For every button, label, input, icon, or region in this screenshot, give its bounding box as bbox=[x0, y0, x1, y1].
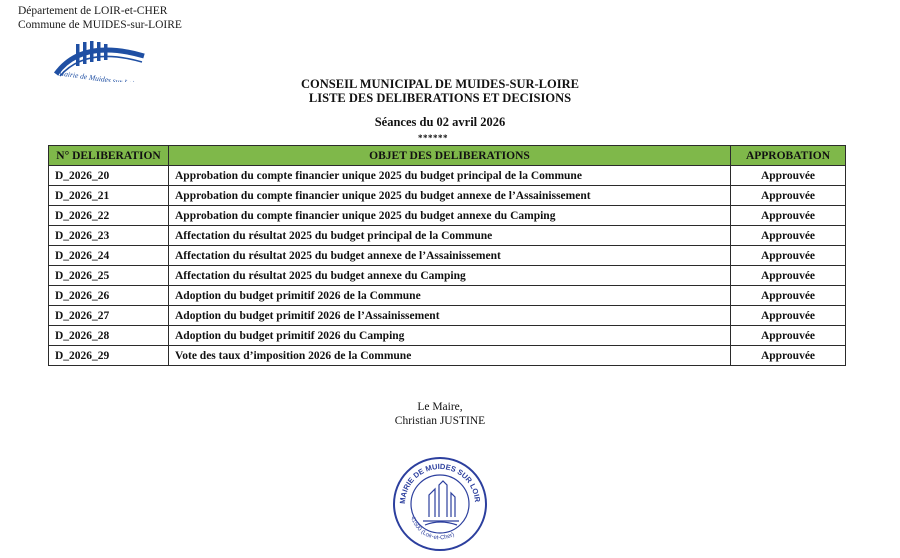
deliberations-table bbox=[48, 145, 846, 366]
deliberation-number: D_2026_21 bbox=[49, 186, 169, 206]
separator-stars: ****** bbox=[418, 133, 448, 143]
deliberation-number: D_2026_26 bbox=[49, 286, 169, 306]
approval-status: Approuvée bbox=[731, 226, 846, 246]
mayor-name: Christian JUSTINE bbox=[394, 415, 486, 427]
approval-status: Approuvée bbox=[731, 246, 846, 266]
deliberation-number: D_2026_20 bbox=[49, 166, 169, 186]
signature-block bbox=[330, 400, 550, 428]
deliberation-number: D_2026_29 bbox=[49, 346, 169, 366]
deliberation-object: Approbation du compte financier unique 2025 du budget annexe du Camping bbox=[169, 206, 731, 226]
deliberation-number: D_2026_28 bbox=[49, 326, 169, 346]
mairie-logo bbox=[52, 36, 148, 82]
table-row bbox=[49, 166, 846, 186]
department-name: Département de LOIR-et-CHER bbox=[18, 5, 168, 17]
approval-status: Approuvée bbox=[731, 266, 846, 286]
table-row bbox=[49, 266, 846, 286]
deliberation-object: Vote des taux d’imposition 2026 de la Commune bbox=[169, 346, 731, 366]
seance-date: Séances du 02 avril 2026 bbox=[374, 115, 506, 129]
table-row bbox=[49, 326, 846, 346]
deliberation-object: Approbation du compte financier unique 2025 du budget principal de la Commune bbox=[169, 166, 731, 186]
table-row bbox=[49, 226, 846, 246]
table-row bbox=[49, 286, 846, 306]
approval-status: Approuvée bbox=[731, 346, 846, 366]
deliberation-object: Affectation du résultat 2025 du budget principal de la Commune bbox=[169, 226, 731, 246]
table-row bbox=[49, 206, 846, 226]
approval-status: Approuvée bbox=[731, 286, 846, 306]
mayor-role: Le Maire, bbox=[417, 401, 463, 413]
header-approval: APPROBATION bbox=[731, 146, 846, 166]
commune-name: Commune de MUIDES-sur-LOIRE bbox=[18, 19, 182, 31]
deliberation-object: Approbation du compte financier unique 2025 du budget annexe de l’Assainissement bbox=[169, 186, 731, 206]
svg-text:MAIRIE DE MUIDES SUR LOIRE: MAIRIE DE MUIDES SUR LOIR bbox=[397, 461, 483, 505]
approval-status: Approuvée bbox=[731, 326, 846, 346]
deliberation-object: Affectation du résultat 2025 du budget annexe de l’Assainissement bbox=[169, 246, 731, 266]
header-block bbox=[18, 4, 182, 32]
table-row bbox=[49, 246, 846, 266]
approval-status: Approuvée bbox=[731, 166, 846, 186]
council-title: CONSEIL MUNICIPAL DE MUIDES-SUR-LOIRE bbox=[301, 77, 579, 91]
deliberation-object: Affectation du résultat 2025 du budget annexe du Camping bbox=[169, 266, 731, 286]
header-number: N° DELIBERATION bbox=[49, 146, 169, 166]
document-titles bbox=[230, 77, 650, 129]
approval-status: Approuvée bbox=[731, 186, 846, 206]
deliberation-number: D_2026_22 bbox=[49, 206, 169, 226]
deliberation-number: D_2026_27 bbox=[49, 306, 169, 326]
deliberation-object: Adoption du budget primitif 2026 du Camping bbox=[169, 326, 731, 346]
svg-text:41500 (Loir-et-Cher): 41500 (Loir-et-Cher) bbox=[409, 515, 456, 542]
deliberation-number: D_2026_23 bbox=[49, 226, 169, 246]
table-row bbox=[49, 306, 846, 326]
approval-status: Approuvée bbox=[731, 206, 846, 226]
list-title: LISTE DES DELIBERATIONS ET DECISIONS bbox=[308, 91, 572, 105]
table-header-row bbox=[49, 146, 846, 166]
deliberation-object: Adoption du budget primitif 2026 de la Commune bbox=[169, 286, 731, 306]
table-row bbox=[49, 186, 846, 206]
approval-status: Approuvée bbox=[731, 306, 846, 326]
header-object: OBJET DES DELIBERATIONS bbox=[169, 146, 731, 166]
deliberation-number: D_2026_25 bbox=[49, 266, 169, 286]
official-stamp bbox=[391, 455, 489, 553]
deliberation-number: D_2026_24 bbox=[49, 246, 169, 266]
table-row bbox=[49, 346, 846, 366]
svg-text:Mairie de Muides sur Loire: Mairie de Muides sur Loire bbox=[57, 68, 141, 82]
deliberation-object: Adoption du budget primitif 2026 de l’Assainissement bbox=[169, 306, 731, 326]
